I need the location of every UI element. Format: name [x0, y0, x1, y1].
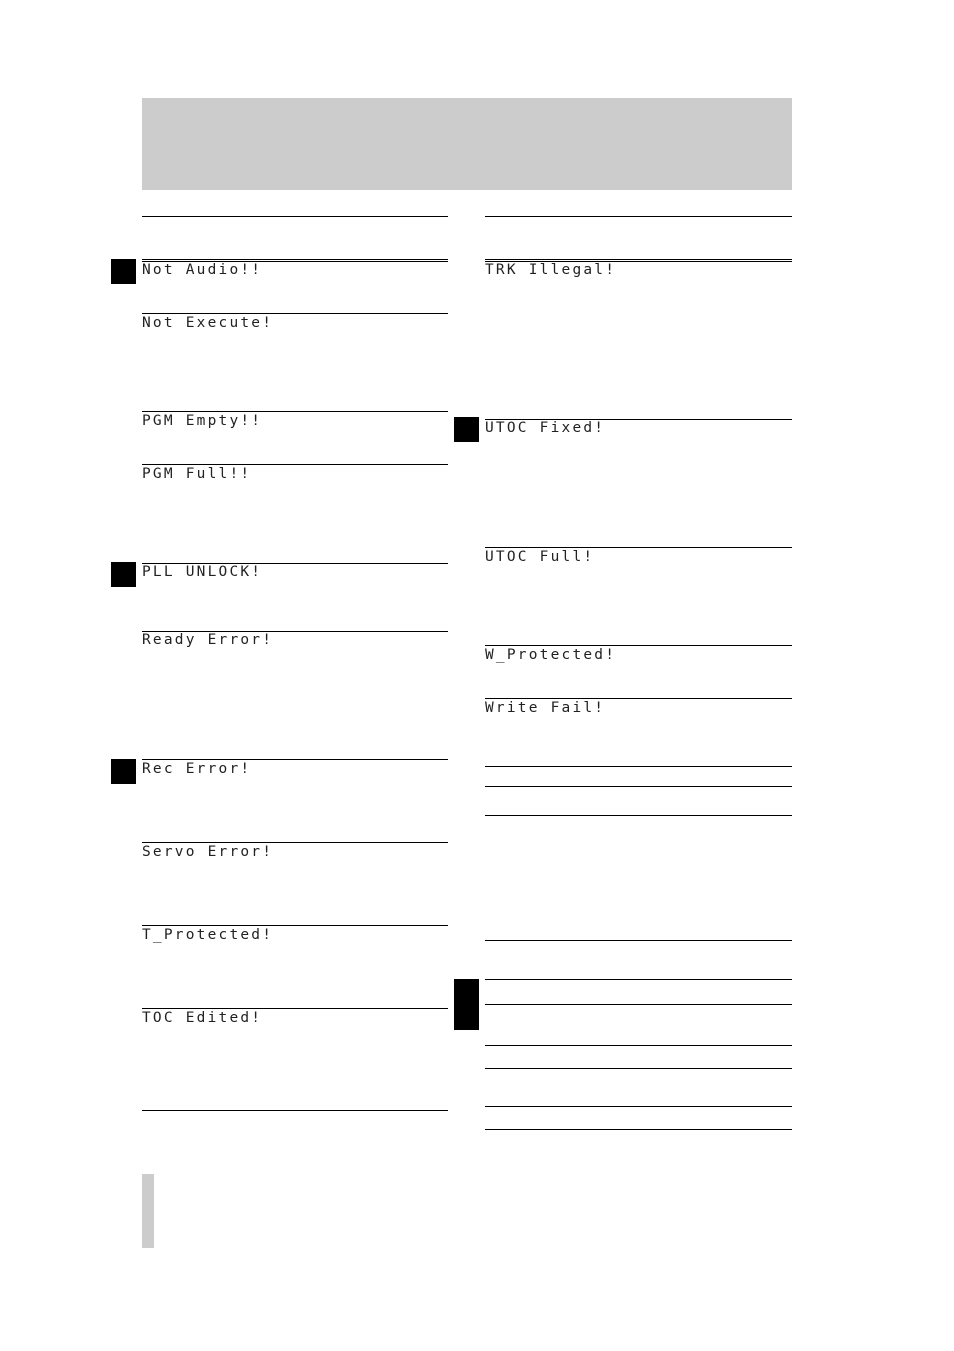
rule — [485, 1068, 792, 1069]
rule — [485, 786, 792, 787]
rule — [142, 759, 448, 760]
rule — [142, 925, 448, 926]
section-marker — [111, 562, 136, 587]
rule — [485, 1106, 792, 1107]
rule — [142, 464, 448, 465]
rule — [485, 979, 792, 980]
rule — [142, 1110, 448, 1111]
message-not-audio: Not Audio!! — [142, 262, 263, 278]
message-t-protected: T_Protected! — [142, 927, 274, 943]
footer-bar — [142, 1174, 154, 1248]
message-pgm-empty: PGM Empty!! — [142, 413, 263, 429]
section-marker — [454, 979, 479, 1030]
rule — [142, 842, 448, 843]
rule — [485, 1004, 792, 1005]
message-write-fail: Write Fail! — [485, 700, 606, 716]
message-not-execute: Not Execute! — [142, 315, 274, 331]
rule — [485, 766, 792, 767]
rule — [142, 216, 448, 217]
message-pgm-full: PGM Full!! — [142, 466, 252, 482]
rule — [142, 411, 448, 412]
message-trk-illegal: TRK Illegal! — [485, 262, 617, 278]
rule — [485, 216, 792, 217]
message-servo-error: Servo Error! — [142, 844, 274, 860]
message-toc-edited: TOC Edited! — [142, 1010, 263, 1026]
rule — [485, 547, 792, 548]
section-marker — [111, 759, 136, 784]
message-w-protected: W_Protected! — [485, 647, 617, 663]
message-utoc-full: UTOC Full! — [485, 549, 595, 565]
rule — [485, 645, 792, 646]
rule — [485, 1129, 792, 1130]
section-marker — [111, 259, 136, 284]
rule — [485, 940, 792, 941]
rule — [485, 698, 792, 699]
section-marker — [454, 417, 479, 442]
message-pll-unlock: PLL UNLOCK! — [142, 564, 263, 580]
rule — [142, 313, 448, 314]
rule — [485, 1045, 792, 1046]
message-utoc-fixed: UTOC Fixed! — [485, 420, 606, 436]
header-band — [142, 98, 792, 190]
message-ready-error: Ready Error! — [142, 632, 274, 648]
rule — [485, 815, 792, 816]
message-rec-error: Rec Error! — [142, 761, 252, 777]
rule — [142, 1008, 448, 1009]
